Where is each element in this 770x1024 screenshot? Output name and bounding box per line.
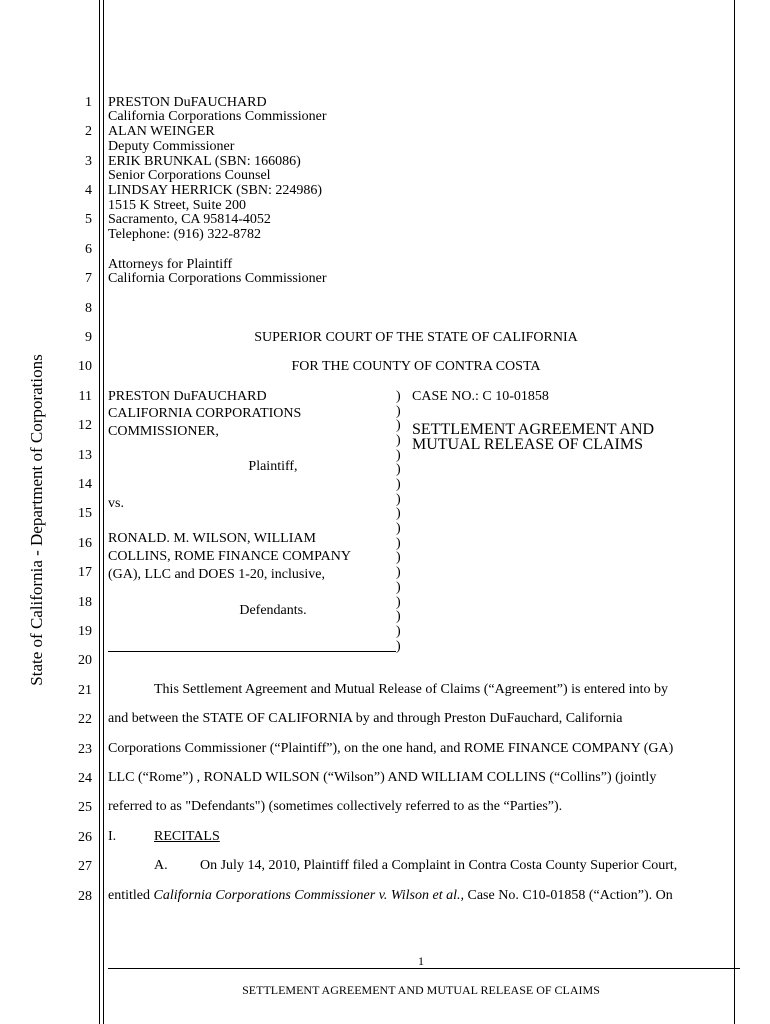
line-number: 18	[78, 595, 92, 610]
caption-paren: )	[396, 624, 401, 639]
line-number: 7	[85, 271, 92, 286]
line-number: 16	[78, 536, 92, 551]
line-number: 5	[85, 212, 92, 227]
attorney-line: Senior Corporations Counsel	[108, 168, 271, 183]
document-title-line: MUTUAL RELEASE OF CLAIMS	[412, 436, 643, 453]
line-number: 11	[78, 389, 92, 404]
attorney-line: PRESTON DuFAUCHARD	[108, 95, 267, 110]
defendant-line: RONALD. M. WILSON, WILLIAM	[108, 531, 316, 546]
line-number: 10	[78, 359, 92, 374]
caption-paren: )	[396, 404, 401, 419]
court-county: FOR THE COUNTY OF CONTRA COSTA	[291, 359, 541, 374]
caption-paren: )	[396, 506, 401, 521]
caption-paren: )	[396, 433, 401, 448]
footer-title: SETTLEMENT AGREEMENT AND MUTUAL RELEASE OF CLAIMS	[242, 983, 600, 997]
line-number: 28	[78, 889, 92, 904]
line-number: 3	[85, 154, 92, 169]
line-number: 9	[85, 330, 92, 345]
attorney-line: ALAN WEINGER	[108, 124, 215, 139]
plaintiff-label: Plaintiff,	[248, 459, 298, 474]
page-number: 1	[418, 954, 424, 968]
line-number: 17	[78, 565, 92, 580]
caption-paren: )	[396, 492, 401, 507]
attorney-line: California Corporations Commissioner	[108, 109, 327, 124]
attorney-line: ERIK BRUNKAL (SBN: 166086)	[108, 154, 301, 169]
body-line: This Settlement Agreement and Mutual Release of Claims (“Agreement”) is entered into by	[154, 682, 668, 697]
line-number: 15	[78, 506, 92, 521]
line-number: 27	[78, 859, 92, 874]
line-number: 19	[78, 624, 92, 639]
side-label: State of California - Department of Corporations	[27, 354, 46, 686]
line-number: 6	[85, 242, 92, 257]
case-caption-italic: California Corporations Commissioner v. Wilson et al.,	[153, 888, 464, 903]
line-number: 24	[78, 771, 92, 786]
recital-text-end: Case No. C10-01858 (“Action”). On	[464, 888, 673, 903]
recital-text-start: entitled	[108, 888, 154, 903]
line-number: 25	[78, 800, 92, 815]
body-line: Corporations Commissioner (“Plaintiff”), on the one hand, and ROME FINANCE COMPANY (GA)	[108, 741, 674, 756]
caption-underline	[108, 651, 396, 652]
section-number: I.	[108, 829, 117, 844]
caption-paren: )	[396, 565, 401, 580]
versus-label: vs.	[108, 496, 124, 511]
right-margin-rule	[734, 0, 735, 1024]
attorney-line: Telephone: (916) 322-8782	[108, 227, 261, 242]
line-number: 4	[85, 183, 92, 198]
line-number: 12	[78, 418, 92, 433]
attorneys-for-line: California Corporations Commissioner	[108, 271, 327, 286]
caption-paren: )	[396, 580, 401, 595]
attorney-line: Deputy Commissioner	[108, 139, 235, 154]
case-number: CASE NO.: C 10-01858	[412, 389, 549, 404]
footer-rule	[108, 968, 740, 969]
attorney-line: LINDSAY HERRICK (SBN: 224986)	[108, 183, 323, 198]
attorneys-for-line: Attorneys for Plaintiff	[108, 257, 233, 272]
caption-paren: )	[396, 609, 401, 624]
line-number: 8	[85, 301, 92, 316]
line-number: 14	[78, 477, 92, 492]
caption-paren: )	[396, 521, 401, 536]
line-number: 1	[85, 95, 92, 110]
caption-paren: )	[396, 595, 401, 610]
line-number: 21	[78, 683, 92, 698]
section-title: RECITALS	[154, 829, 220, 844]
plaintiff-line: CALIFORNIA CORPORATIONS	[108, 406, 302, 421]
left-margin-rule-inner	[103, 0, 104, 1024]
document-title-line: SETTLEMENT AGREEMENT AND	[412, 421, 655, 438]
caption-paren: )	[396, 639, 401, 654]
line-number: 2	[85, 124, 92, 139]
defendant-line: (GA), LLC and DOES 1-20, inclusive,	[108, 567, 325, 582]
plaintiff-line: COMMISSIONER,	[108, 424, 219, 439]
line-number: 20	[78, 653, 92, 668]
defendant-line: COLLINS, ROME FINANCE COMPANY	[108, 549, 351, 564]
caption-paren: )	[396, 389, 401, 404]
caption-paren: )	[396, 536, 401, 551]
defendants-label: Defendants.	[239, 603, 307, 618]
body-line: referred to as "Defendants") (sometimes collectively referred to as the “Parties”).	[108, 799, 563, 814]
recital-label: A.	[154, 858, 168, 873]
plaintiff-line: PRESTON DuFAUCHARD	[108, 389, 267, 404]
attorney-line: 1515 K Street, Suite 200	[108, 198, 247, 213]
caption-paren: )	[396, 418, 401, 433]
caption-paren: )	[396, 550, 401, 565]
caption-paren: )	[396, 448, 401, 463]
recital-text: On July 14, 2010, Plaintiff filed a Complaint in Contra Costa County Superior Court,	[200, 858, 678, 873]
left-margin-rule	[99, 0, 100, 1024]
caption-paren: )	[396, 462, 401, 477]
line-number: 13	[78, 448, 92, 463]
court-name: SUPERIOR COURT OF THE STATE OF CALIFORNIA	[254, 330, 578, 345]
line-number: 22	[78, 712, 92, 727]
attorney-line: Sacramento, CA 95814-4052	[108, 212, 271, 227]
body-line: LLC (“Rome”) , RONALD WILSON (“Wilson”) AND WILLIAM COLLINS (“Collins”) (jointly	[108, 770, 657, 785]
body-line: and between the STATE OF CALIFORNIA by and through Preston DuFauchard, California	[108, 711, 623, 726]
line-number: 26	[78, 830, 92, 845]
recital-text-line-2	[108, 889, 673, 903]
line-number: 23	[78, 742, 92, 757]
caption-paren: )	[396, 477, 401, 492]
